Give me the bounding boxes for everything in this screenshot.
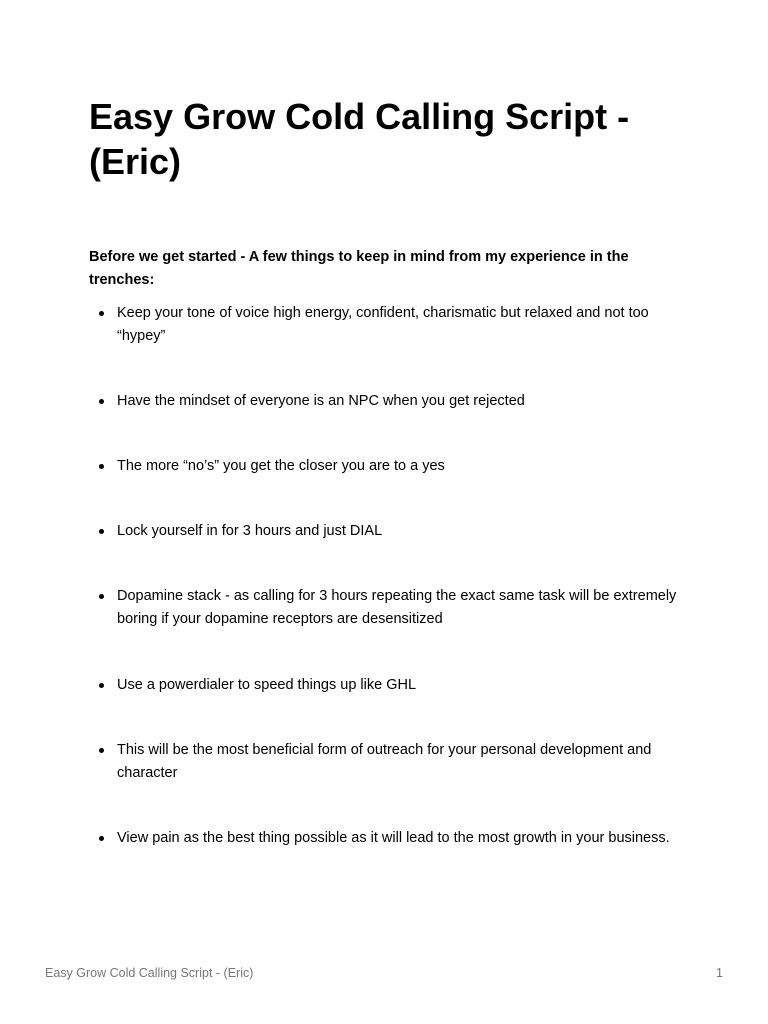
list-item xyxy=(99,455,679,478)
list-item xyxy=(99,520,679,543)
page-title: Easy Grow Cold Calling Script - (Eric) xyxy=(89,96,630,182)
list-item-text: The more “no’s” you get the closer you are to a yes xyxy=(117,458,445,474)
bullet-icon xyxy=(99,529,104,534)
list-item-text: Keep your tone of voice high energy, confident, charismatic but relaxed and not too “hypey” xyxy=(117,305,649,344)
list-item-text: Lock yourself in for 3 hours and just DIAL xyxy=(117,523,383,539)
list-item xyxy=(99,739,679,785)
list-item-text: View pain as the best thing possible as it will lead to the most growth in your business. xyxy=(117,830,670,846)
list-item xyxy=(99,585,679,631)
bullet-icon xyxy=(99,464,104,469)
list-item xyxy=(99,674,679,697)
list-item xyxy=(99,390,679,413)
bullet-icon xyxy=(99,683,104,688)
list-item-text: This will be the most beneficial form of outreach for your personal development and character xyxy=(117,742,652,781)
bullet-icon xyxy=(99,399,104,404)
bullet-icon xyxy=(99,836,104,841)
list-item-text: Have the mindset of everyone is an NPC when you get rejected xyxy=(117,393,525,409)
list-item xyxy=(99,302,679,348)
intro-paragraph: Before we get started - A few things to keep in mind from my experience in the trenches: xyxy=(89,249,629,288)
list-item-text: Dopamine stack - as calling for 3 hours repeating the exact same task will be extremely boring if your dopamine receptors are desensitized xyxy=(117,588,677,627)
list-item xyxy=(99,827,679,850)
bullet-icon xyxy=(99,594,104,599)
list-item-text: Use a powerdialer to speed things up like GHL xyxy=(117,677,417,693)
footer-page-number: 1 xyxy=(716,966,723,980)
bullet-icon xyxy=(99,748,104,753)
bullet-icon xyxy=(99,311,104,316)
footer-document-title: Easy Grow Cold Calling Script - (Eric) xyxy=(45,966,254,980)
